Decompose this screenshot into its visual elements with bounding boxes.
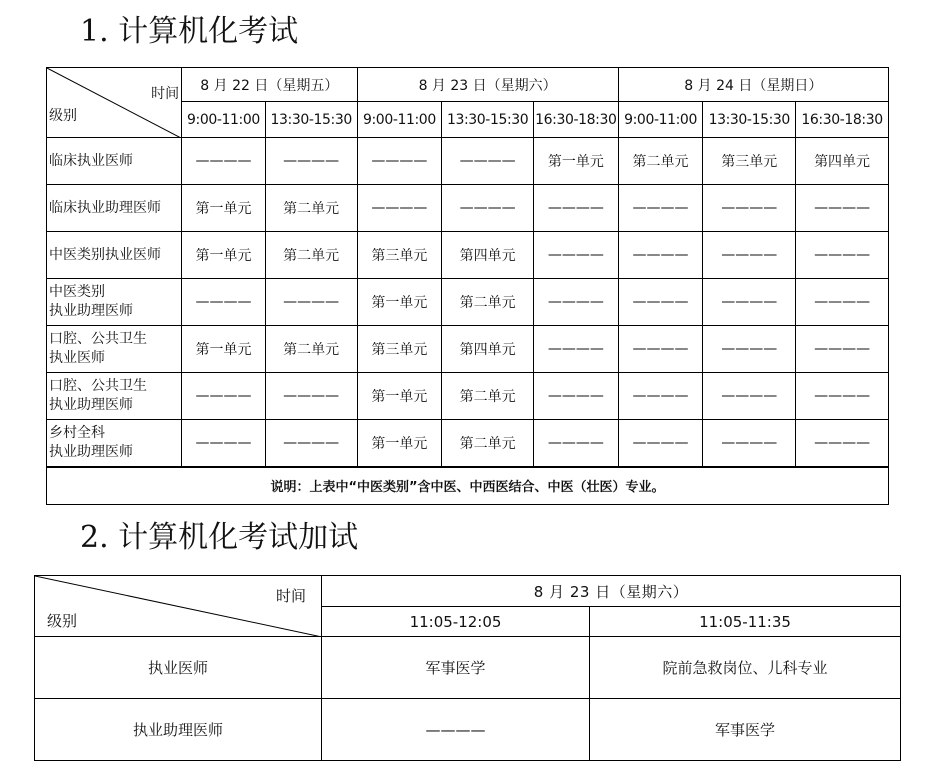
schedule-cell: ———— bbox=[265, 420, 357, 467]
schedule-cell: ———— bbox=[796, 185, 889, 232]
schedule-cell: ———— bbox=[322, 699, 590, 761]
schedule-cell: ———— bbox=[703, 326, 796, 373]
schedule-cell: 第一单元 bbox=[534, 138, 619, 185]
section2-title: 2. 计算机化考试加试 bbox=[80, 520, 359, 555]
day-header: 8 月 22 日（星期五） bbox=[182, 68, 357, 102]
schedule-cell: ———— bbox=[534, 232, 619, 279]
day-header: 8 月 23 日（星期六） bbox=[322, 576, 901, 607]
schedule-cell: 第一单元 bbox=[182, 185, 266, 232]
schedule-cell: ———— bbox=[703, 420, 796, 467]
level-cell: 执业助理医师 bbox=[35, 699, 322, 761]
schedule-cell: ———— bbox=[796, 373, 889, 420]
schedule-cell: ———— bbox=[182, 138, 266, 185]
time-slot: 13:30-15:30 bbox=[703, 102, 796, 138]
day-header: 8 月 24 日（星期日） bbox=[618, 68, 888, 102]
level-cell: 临床执业医师 bbox=[47, 138, 182, 185]
level-cell: 执业医师 bbox=[35, 637, 322, 699]
schedule-cell: 第四单元 bbox=[442, 232, 534, 279]
time-slot: 9:00-11:00 bbox=[357, 102, 442, 138]
corner-header bbox=[47, 68, 182, 138]
schedule-cell: ———— bbox=[265, 279, 357, 326]
schedule-cell: ———— bbox=[796, 279, 889, 326]
schedule-cell: ———— bbox=[265, 138, 357, 185]
schedule-cell: ———— bbox=[534, 420, 619, 467]
table-row bbox=[47, 185, 889, 232]
table-row bbox=[47, 279, 889, 326]
extra-exam-table bbox=[34, 575, 901, 761]
schedule-cell: 第三单元 bbox=[357, 232, 442, 279]
day-header: 8 月 23 日（星期六） bbox=[357, 68, 618, 102]
schedule-cell: 第一单元 bbox=[357, 373, 442, 420]
table-row bbox=[47, 138, 889, 185]
level-cell: 乡村全科 执业助理医师 bbox=[47, 420, 182, 467]
level-cell: 中医类别 执业助理医师 bbox=[47, 279, 182, 326]
schedule-cell: 第二单元 bbox=[265, 185, 357, 232]
time-slot: 16:30-18:30 bbox=[796, 102, 889, 138]
schedule-cell: 第一单元 bbox=[182, 232, 266, 279]
time-slot: 11:05-11:35 bbox=[590, 607, 901, 637]
exam-schedule-table bbox=[46, 67, 889, 505]
schedule-cell: ———— bbox=[182, 279, 266, 326]
schedule-cell: ———— bbox=[182, 420, 266, 467]
table-row bbox=[47, 373, 889, 420]
table-note: 说明：上表中“中医类别”含中医、中西医结合、中医（壮医）专业。 bbox=[47, 467, 889, 505]
schedule-cell: ———— bbox=[796, 420, 889, 467]
schedule-cell: 军事医学 bbox=[322, 637, 590, 699]
table-row bbox=[47, 326, 889, 373]
time-slot: 16:30-18:30 bbox=[534, 102, 619, 138]
schedule-cell: ———— bbox=[534, 279, 619, 326]
schedule-cell: ———— bbox=[442, 138, 534, 185]
schedule-cell: 第四单元 bbox=[442, 326, 534, 373]
table-row bbox=[47, 420, 889, 467]
schedule-cell: 第二单元 bbox=[265, 326, 357, 373]
schedule-cell: 第一单元 bbox=[357, 279, 442, 326]
table-body bbox=[47, 138, 889, 467]
schedule-cell: ———— bbox=[703, 232, 796, 279]
corner-time-label: 时间 bbox=[151, 86, 180, 102]
level-cell: 中医类别执业医师 bbox=[47, 232, 182, 279]
schedule-cell: ———— bbox=[618, 420, 703, 467]
level-cell: 口腔、公共卫生 执业医师 bbox=[47, 326, 182, 373]
schedule-cell: ———— bbox=[703, 185, 796, 232]
schedule-cell: 第二单元 bbox=[265, 232, 357, 279]
time-slot: 9:00-11:00 bbox=[618, 102, 703, 138]
schedule-cell: ———— bbox=[618, 326, 703, 373]
schedule-cell: ———— bbox=[618, 185, 703, 232]
section1-title: 1. 计算机化考试 bbox=[80, 14, 299, 49]
corner-header bbox=[35, 576, 322, 637]
schedule-cell: ———— bbox=[618, 232, 703, 279]
schedule-cell: 院前急救岗位、儿科专业 bbox=[590, 637, 901, 699]
corner-time-label: 时间 bbox=[275, 587, 306, 605]
time-slot: 13:30-15:30 bbox=[442, 102, 534, 138]
schedule-cell: ———— bbox=[265, 373, 357, 420]
schedule-cell: ———— bbox=[618, 279, 703, 326]
schedule-cell: 第一单元 bbox=[357, 420, 442, 467]
schedule-cell: 第二单元 bbox=[618, 138, 703, 185]
schedule-cell: ———— bbox=[534, 373, 619, 420]
time-slot: 11:05-12:05 bbox=[322, 607, 590, 637]
schedule-cell: 第三单元 bbox=[357, 326, 442, 373]
schedule-cell: 第三单元 bbox=[703, 138, 796, 185]
schedule-cell: ———— bbox=[703, 373, 796, 420]
corner-level-label: 级别 bbox=[49, 108, 77, 124]
schedule-cell: ———— bbox=[703, 279, 796, 326]
level-cell: 临床执业助理医师 bbox=[47, 185, 182, 232]
schedule-cell: 第二单元 bbox=[442, 373, 534, 420]
schedule-cell: ———— bbox=[618, 373, 703, 420]
level-cell: 口腔、公共卫生 执业助理医师 bbox=[47, 373, 182, 420]
schedule-cell: ———— bbox=[357, 138, 442, 185]
schedule-cell: ———— bbox=[534, 185, 619, 232]
schedule-cell: 第二单元 bbox=[442, 279, 534, 326]
time-slot: 9:00-11:00 bbox=[182, 102, 266, 138]
schedule-cell: ———— bbox=[357, 185, 442, 232]
time-slot: 13:30-15:30 bbox=[265, 102, 357, 138]
schedule-cell: ———— bbox=[534, 326, 619, 373]
schedule-cell: 第四单元 bbox=[796, 138, 889, 185]
table-row bbox=[47, 232, 889, 279]
schedule-cell: 第一单元 bbox=[182, 326, 266, 373]
schedule-cell: 第二单元 bbox=[442, 420, 534, 467]
schedule-cell: ———— bbox=[796, 326, 889, 373]
schedule-cell: ———— bbox=[182, 373, 266, 420]
corner-level-label: 级别 bbox=[47, 612, 78, 630]
schedule-cell: ———— bbox=[442, 185, 534, 232]
schedule-cell: ———— bbox=[796, 232, 889, 279]
schedule-cell: 军事医学 bbox=[590, 699, 901, 761]
